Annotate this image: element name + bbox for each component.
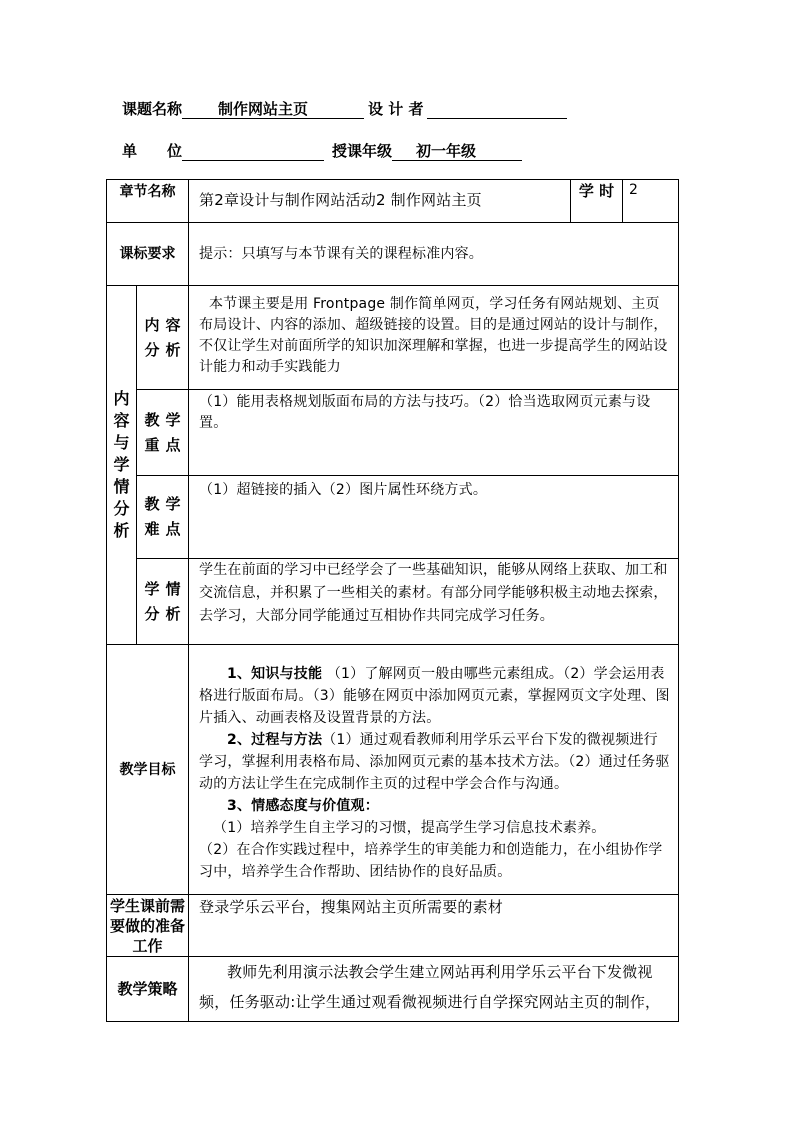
- difficulty-label: 教学难点: [137, 476, 189, 559]
- grade-label: 授课年级: [332, 142, 393, 160]
- analysis-group-label: 内容与学情分析: [113, 389, 130, 540]
- analysis-group-cell: [107, 286, 137, 645]
- goal-2: [199, 729, 672, 795]
- chapter-label: 章节名称: [107, 180, 189, 223]
- key-label: 教学重点: [137, 390, 189, 476]
- content-label: 内容分析: [137, 286, 189, 390]
- standard-label: 课标要求: [107, 223, 189, 286]
- prep-label: 学生课前需要做的准备工作: [107, 895, 189, 957]
- goal-1-title: 1、知识与技能: [227, 666, 323, 682]
- goal-3-line1: （1）培养学生自主学习的习惯，提高学生学习信息技术素养。: [213, 820, 606, 836]
- topic-value: 制作网站主页: [182, 100, 364, 119]
- chapter-row: [107, 180, 679, 223]
- difficulty-row: [107, 476, 679, 559]
- prep-value: 登录学乐云平台，搜集网站主页所需要的素材: [189, 895, 679, 957]
- goal-3-heading: [199, 795, 672, 817]
- goal-3-line2: （2）在合作实践过程中，培养学生的审美能力和创造能力，在小组协作学习中，培养学生合作帮助、团结协作的良好品质。: [199, 842, 663, 880]
- student-value: 学生在前面的学习中已经学会了一些基础知识，能够从网络上获取、加工和交流信息，并积累了一些相关的素材。有部分同学能够积极主动地去探索，去学习，大部分同学能通过互相协作共同完成学习任务。: [189, 559, 679, 645]
- goal-value: [189, 645, 679, 895]
- content-value: 本节课主要是用 Frontpage 制作简单网页，学习任务有网站规划、主页布局设计、内容的添加、超级链接的设置。目的是通过网站的设计与制作，不仅让学生对前面所学的知识加深理解和掌握，也进一步提高学生的网站设计能力和动手实践能力: [189, 286, 679, 390]
- goal-2-title: 2、过程与方法: [227, 732, 323, 748]
- grade-value: 初一年级: [392, 142, 522, 161]
- prep-row: [107, 895, 679, 957]
- strategy-row: [107, 957, 679, 1022]
- topic-label: 课题名称: [122, 100, 183, 118]
- lesson-plan-table: [106, 179, 679, 1022]
- goal-1-text: （1）了解网页一般由哪些元素组成。（2）学会运用表格进行版面布局。（3）能够在网页中添加网页元素，掌握网页文字处理、图片插入、动画表格及设置背景的方法。: [199, 666, 670, 726]
- topic-line: [122, 98, 567, 119]
- unit-line: [122, 140, 522, 161]
- content-row: [107, 286, 679, 390]
- designer-value: [427, 118, 567, 119]
- student-label: 学情分析: [137, 559, 189, 645]
- key-value: （1）能用表格规划版面布局的方法与技巧。（2）恰当选取网页元素与设置。: [189, 390, 679, 476]
- difficulty-value: （1）超链接的插入（2）图片属性环绕方式。: [189, 476, 679, 559]
- standard-row: [107, 223, 679, 286]
- strategy-label: 教学策略: [107, 957, 189, 1022]
- hours-value: 2: [623, 180, 679, 223]
- student-row: [107, 559, 679, 645]
- strategy-value: 教师先利用演示法教会学生建立网站再利用学乐云平台下发微视频，任务驱动:让学生通过观看微视频进行自学探究网站主页的制作，: [189, 957, 679, 1022]
- designer-label: 设 计 者: [368, 100, 424, 118]
- goal-3-title: 3、情感态度与价值观：: [227, 798, 379, 814]
- hours-label: 学 时: [571, 180, 623, 223]
- unit-value: [182, 160, 324, 161]
- goal-label: 教学目标: [107, 645, 189, 895]
- goal-1: [199, 663, 672, 729]
- standard-value: 提示：只填写与本节课有关的课程标准内容。: [189, 223, 679, 286]
- chapter-value: 第2章设计与制作网站活动2 制作网站主页: [189, 180, 571, 223]
- unit-label: 单 位: [122, 142, 183, 160]
- goal-row: [107, 645, 679, 895]
- goal-2-text: （1）通过观看教师利用学乐云平台下发的微视频进行学习，掌握利用表格布局、添加网页元素的基本技术方法。（2）通过任务驱动的方法让学生在完成制作主页的过程中学会合作与沟通。: [199, 732, 670, 792]
- key-row: [107, 390, 679, 476]
